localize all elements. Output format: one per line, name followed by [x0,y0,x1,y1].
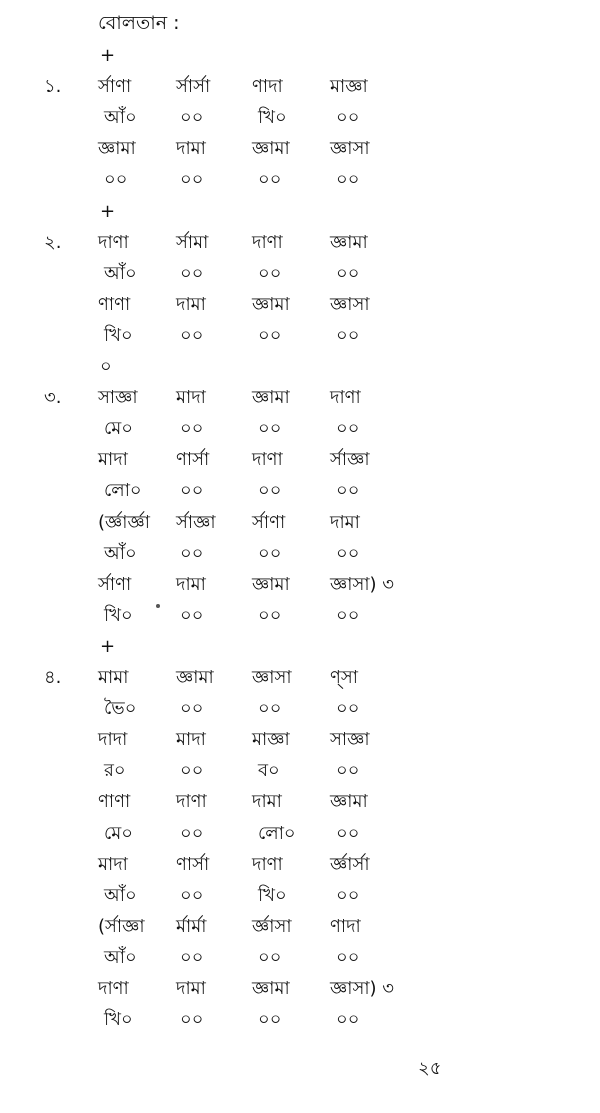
bol-cell: ০০ [180,698,204,720]
bol-cell: ০০ [180,480,204,502]
bol-cell: ০০ [258,1009,282,1031]
swara-row [0,724,600,755]
swara-row [0,289,600,320]
swara-cell: র্সাণা [98,76,132,98]
swara-cell: মাজ্ঞা [252,729,290,751]
swara-cell: দামা [330,511,360,533]
bol-cell: ০০ [336,1009,360,1031]
swara-cell: দামা [176,573,206,595]
swara-cell: র্সামা [176,231,209,253]
bol-row [0,102,600,133]
swara-cell: ণ্‌সা [330,667,358,688]
section-number: ১. [44,76,62,98]
swara-row [0,227,600,258]
bol-cell: ০০ [258,542,282,564]
swara-cell: র্মার্মা [176,915,207,937]
swara-cell: দাণা [176,791,207,813]
swara-cell: ণার্সা [176,853,210,875]
swara-cell: দাণা [98,231,129,253]
bol-cell: আঁ০ [104,262,137,284]
swara-cell: জ্ঞামা [330,231,368,253]
bol-cell: খি০ [104,324,133,346]
swara-cell: জ্ঞাসা) ৩ [330,978,395,999]
bol-cell: ০০ [336,698,360,720]
bol-row [0,258,600,289]
tala-mark: + [100,200,116,222]
bol-cell: ০০ [336,107,360,129]
swara-row [0,849,600,880]
swara-cell: দাণা [252,449,283,471]
swara-cell: র্জ্ঞার্সা [330,853,370,875]
swara-cell: মাদা [176,387,206,409]
swara-cell: জ্ঞাসা) ৩ [330,573,395,595]
bol-cell: র০ [104,760,126,782]
bol-cell: খি০ [258,884,287,906]
bol-cell: ০০ [180,946,204,968]
bol-cell: ০০ [258,324,282,346]
swara-cell: জ্ঞাসা [330,293,370,315]
bol-row [0,475,600,506]
bol-cell: ০০ [258,698,282,720]
bol-cell: ০০ [336,169,360,191]
swara-cell: মাদা [98,853,128,875]
bol-row [0,693,600,724]
swara-cell: র্সার্সা [176,76,211,98]
bol-cell: ভৈ০ [104,698,137,720]
swara-row [0,507,600,538]
swara-cell: দাদা [98,729,128,751]
bol-cell: ০০ [258,262,282,284]
bol-cell: ০০ [258,480,282,502]
bol-cell: লো০ [104,480,142,502]
swara-cell: সাজ্ঞা [330,729,370,751]
swara-cell: মাদা [98,449,128,471]
bol-cell: ০০ [180,822,204,844]
bol-cell: ০০ [180,107,204,129]
bol-cell: ০০ [336,760,360,782]
swara-row [0,911,600,942]
bol-row [0,1004,600,1035]
swara-row [0,71,600,102]
swara-cell: (র্জ্ঞার্জ্ঞা [98,511,150,533]
swara-cell: জ্ঞাসা [330,138,370,160]
swara-cell: সাজ্ঞা [98,387,138,409]
swara-cell: ণাদা [330,915,361,937]
swara-cell: (র্সাজ্ঞা [98,915,145,937]
bol-cell: ০০ [336,542,360,564]
swara-cell: ণাণা [98,791,131,813]
bol-cell: আঁ০ [104,946,137,968]
bol-cell: আঁ০ [104,542,137,564]
bol-cell: খি০ [104,1009,133,1031]
tala-mark: ০ [100,356,112,377]
swara-cell: জ্ঞামা [98,138,136,160]
swara-cell: জ্ঞাসা [252,667,292,688]
bol-cell: ০০ [336,480,360,502]
swara-cell: জ্ঞামা [252,573,290,595]
tala-mark: + [100,635,116,657]
bol-cell: খি০ [104,604,133,626]
print-speck [156,604,160,608]
tala-mark-line [0,196,600,227]
bol-row [0,880,600,911]
bol-cell: ০০ [180,324,204,346]
swara-cell: দামা [176,293,206,315]
swara-cell: দাণা [98,978,129,999]
swara-row [0,569,600,600]
bol-cell: খি০ [258,107,287,129]
swara-row [0,133,600,164]
bol-cell: ০০ [258,169,282,191]
bol-cell: আঁ০ [104,107,137,129]
tala-mark-line [0,40,600,71]
swara-cell: জ্ঞামা [252,978,290,999]
bol-cell: ০০ [180,884,204,906]
bol-cell: ০০ [336,822,360,844]
bol-cell: ০০ [180,760,204,782]
bol-cell: ০০ [336,604,360,626]
page-number: ২৫ [418,1058,442,1079]
section-number: ২. [44,231,62,253]
bol-cell: ০০ [180,542,204,564]
bol-cell: ০০ [258,418,282,440]
bol-cell: মে০ [104,822,134,844]
swara-cell: জ্ঞামা [252,387,290,409]
bol-cell: ০০ [180,418,204,440]
swara-cell: র্সাণা [252,511,286,533]
swara-cell: র্জ্ঞাসা [252,915,292,937]
bol-row [0,413,600,444]
bol-row [0,942,600,973]
bol-cell: ০০ [180,604,204,626]
swara-cell: জ্ঞামা [176,667,214,688]
swara-cell: র্সাজ্ঞা [330,449,370,471]
section-number: ৪. [44,667,62,688]
swara-cell: ণাদা [252,76,283,98]
bol-cell: ০০ [180,169,204,191]
bol-cell: ০০ [336,884,360,906]
swara-cell: জ্ঞামা [252,138,290,160]
bol-row [0,600,600,631]
swara-cell: দাণা [252,231,283,253]
section-number: ৩. [44,387,62,409]
swara-cell: ণাণা [98,293,131,315]
bol-cell: ব০ [258,760,280,782]
bol-row [0,538,600,569]
bol-row [0,320,600,351]
bol-cell: আঁ০ [104,884,137,906]
swara-cell: জ্ঞামা [252,293,290,315]
bol-cell: ০০ [336,418,360,440]
swara-cell: মাজ্ঞা [330,76,368,98]
swara-row [0,382,600,413]
bol-cell: ০০ [104,169,128,191]
bol-row [0,818,600,849]
swara-cell: জ্ঞামা [330,791,368,813]
swara-cell: দামা [176,978,206,999]
swara-row [0,662,600,693]
bol-cell: ০০ [180,262,204,284]
swara-cell: দাণা [252,853,283,875]
bol-cell: ০০ [180,1009,204,1031]
swara-cell: দাণা [330,387,361,409]
swara-cell: র্সাণা [98,573,132,595]
bol-row [0,755,600,786]
bol-row [0,164,600,195]
swara-cell: মামা [98,667,129,688]
page-heading: বোলতান : [98,12,180,34]
bol-cell: ০০ [336,262,360,284]
swara-cell: ণার্সা [176,449,210,471]
swara-cell: দামা [252,791,282,813]
swara-row [0,973,600,1004]
bol-cell: ০০ [336,324,360,346]
tala-mark-line [0,351,600,382]
tala-mark: + [100,45,116,66]
bol-cell: লো০ [258,822,296,844]
bol-cell: ০০ [258,946,282,968]
swara-row [0,444,600,475]
bol-cell: ০০ [336,946,360,968]
swara-cell: দামা [176,138,206,160]
bol-cell: মে০ [104,418,134,440]
bol-cell: ০০ [258,604,282,626]
tala-mark-line [0,631,600,662]
swara-cell: র্সাজ্ঞা [176,511,216,533]
swara-cell: মাদা [176,729,206,751]
swara-row [0,786,600,817]
